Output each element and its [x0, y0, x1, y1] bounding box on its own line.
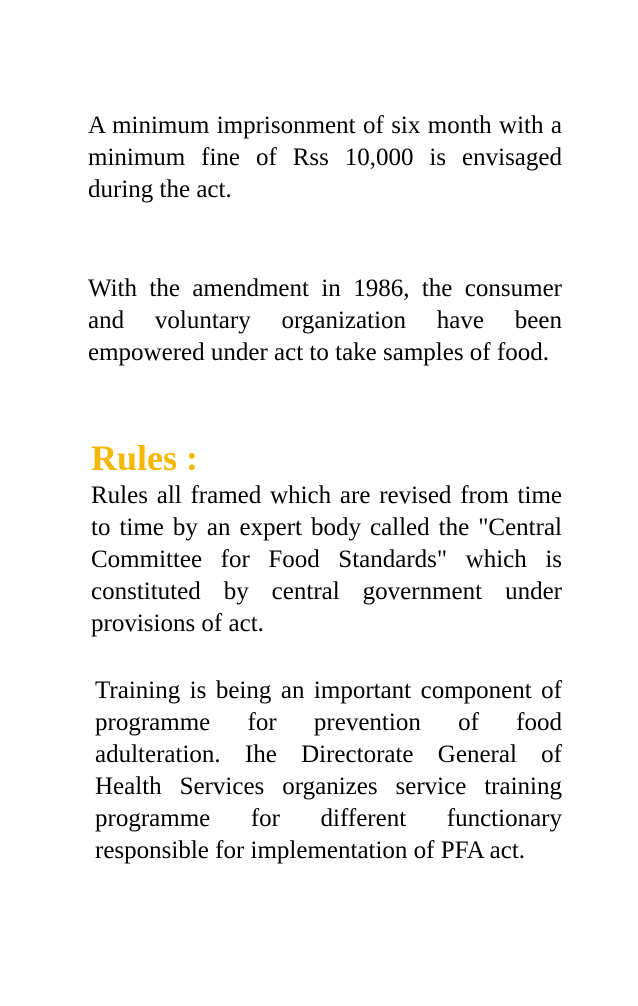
paragraph-training: Training is being an important component of programme for prevention of food adulteration. Ihe Directorate General of Health Services organizes service training programme for different functionary responsible for implementation of PFA act.	[95, 677, 562, 864]
rules-heading: Rules :	[91, 438, 198, 478]
paragraph-amendment: With the amendment in 1986, the consumer and voluntary organization have been empowered under act to take samples of food.	[88, 275, 562, 366]
paragraph-rules: Rules all framed which are revised from time to time by an expert body called the "Central Committee for Food Standards" which is constituted by central government under provisions of act.	[91, 482, 562, 637]
paragraph-imprisonment: A minimum imprisonment of six month with a minimum fine of Rss 10,000 is envisaged during the act.	[88, 112, 562, 203]
